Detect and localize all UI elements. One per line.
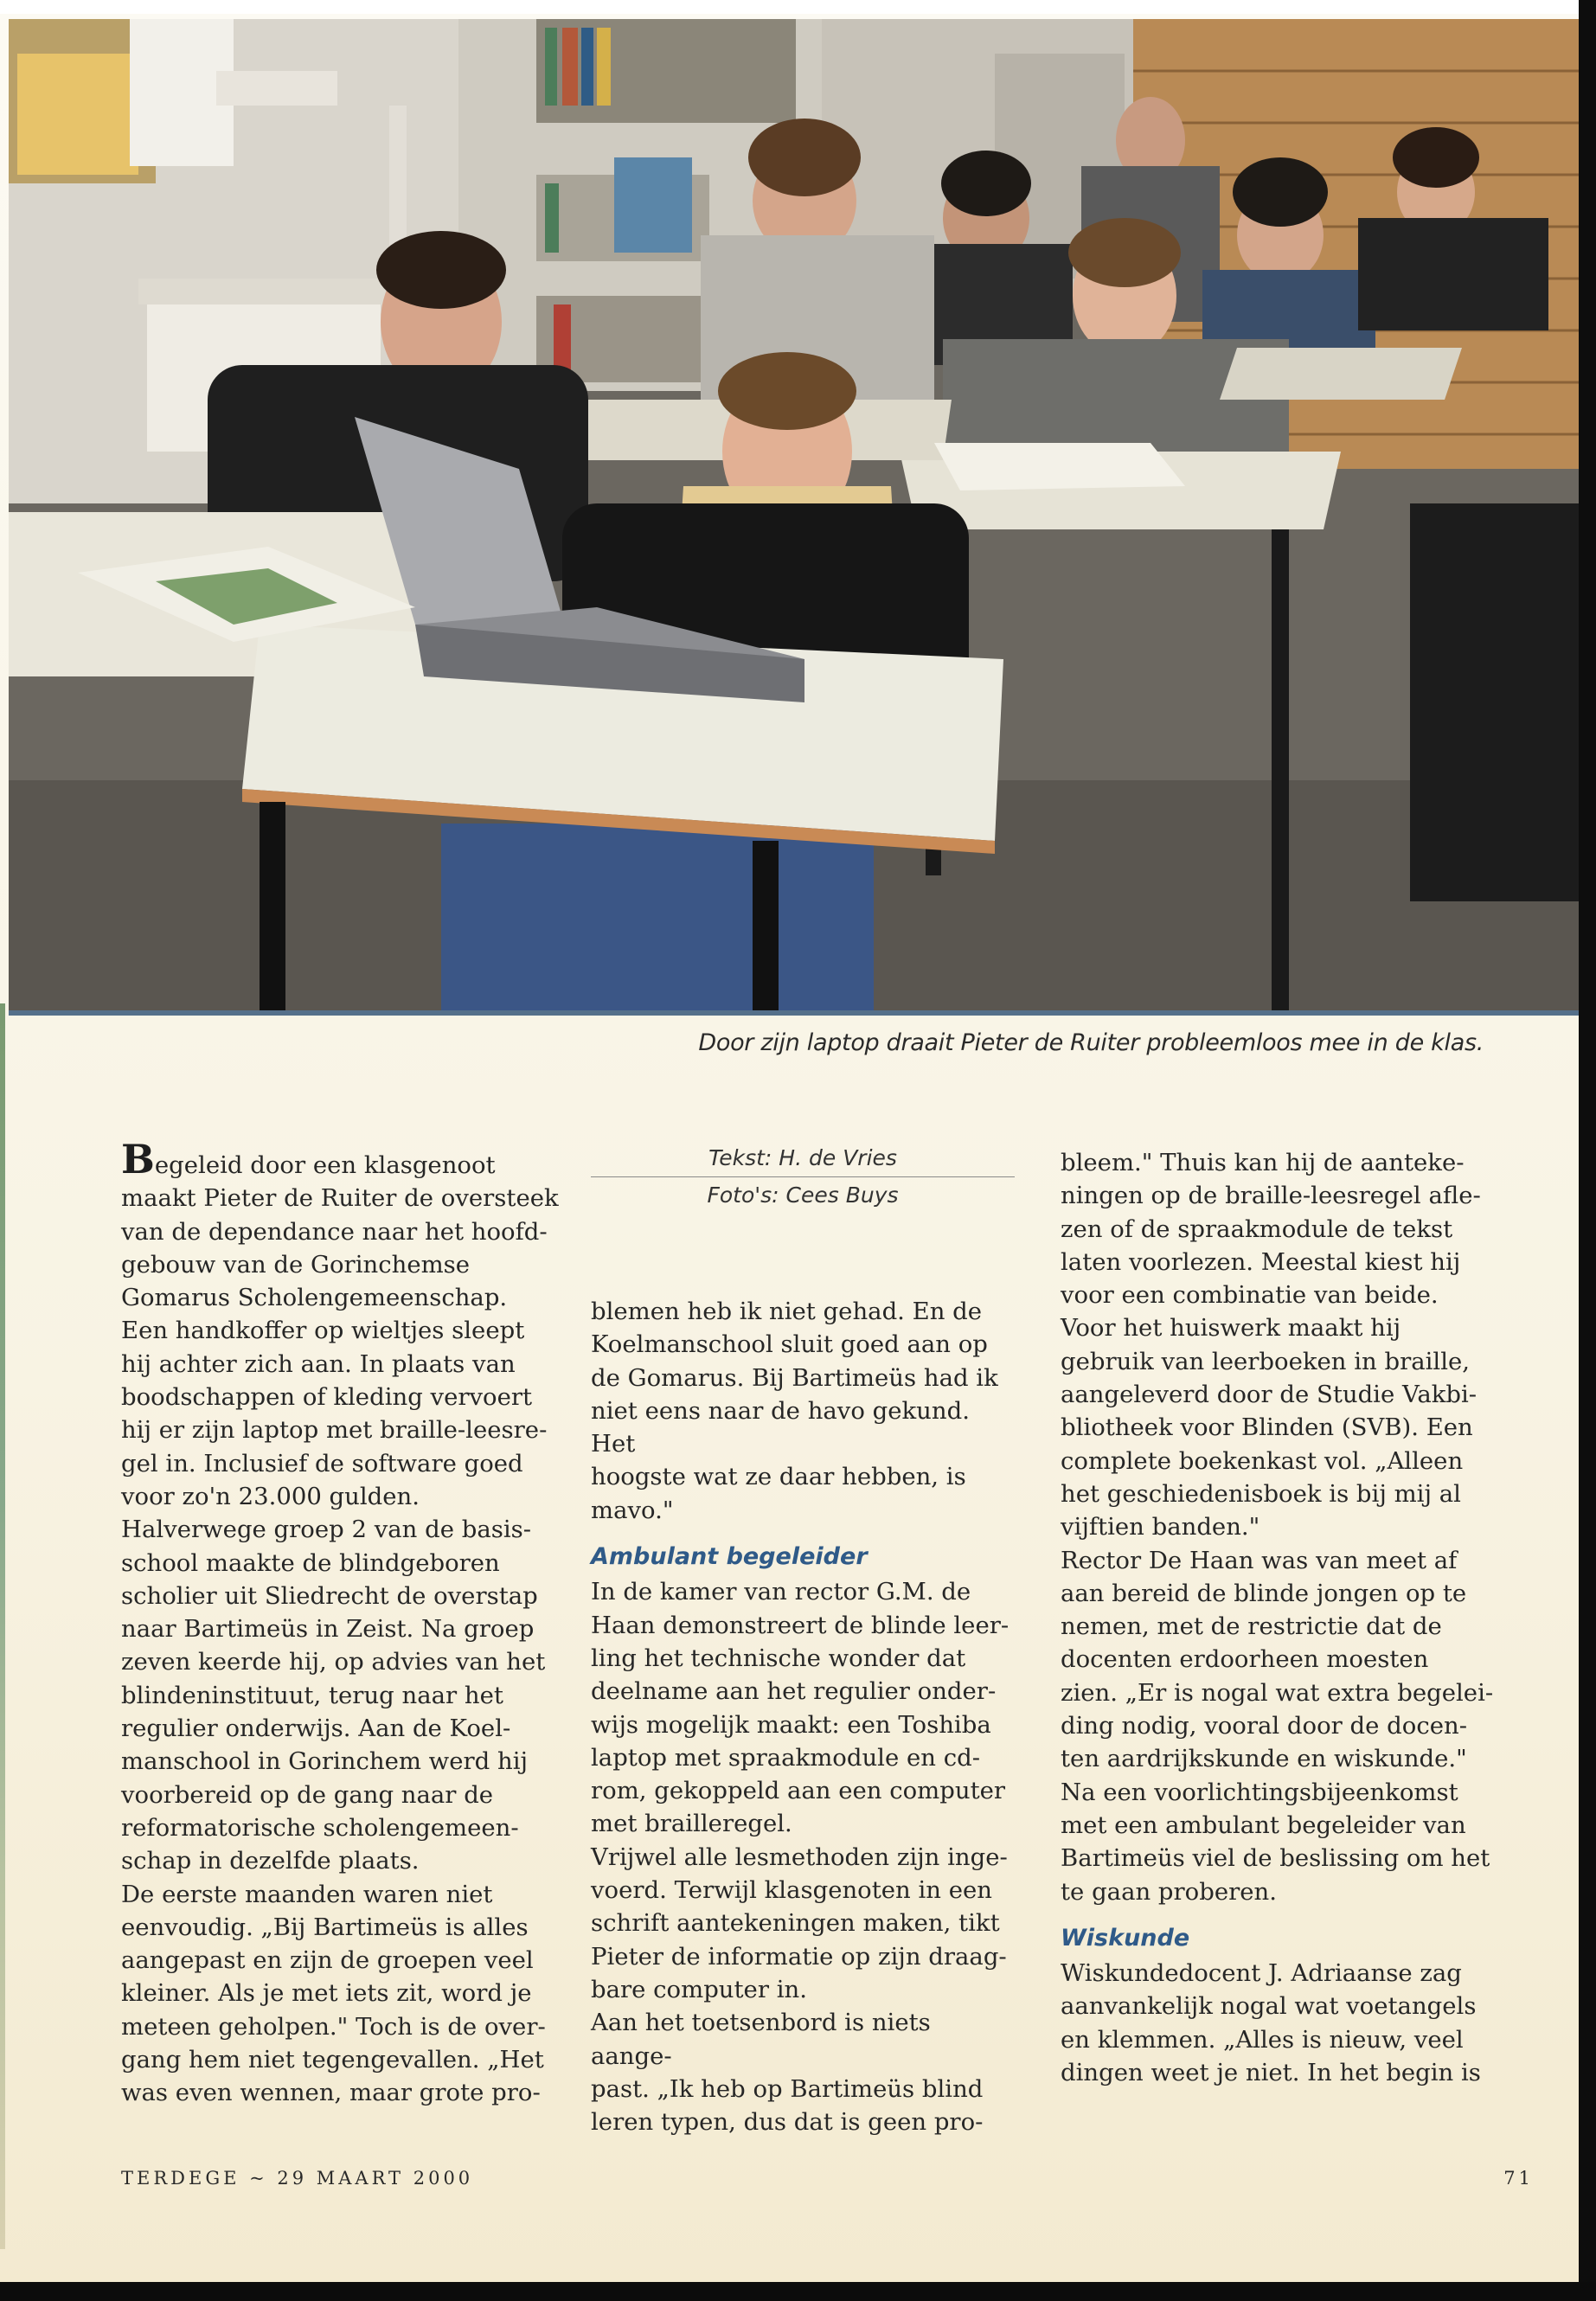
paragraph-line: regulier onderwijs. Aan de Koel- <box>121 1715 511 1743</box>
paragraph-line: bliotheek voor Blinden (SVB). Een <box>1061 1413 1473 1442</box>
paragraph-line: schap in dezelfde plaats. <box>121 1847 420 1875</box>
paragraph-line: Vrijwel alle lesmethoden zijn inge- <box>591 1843 1008 1871</box>
top-margin <box>0 0 1596 14</box>
paragraph-line: vijftien banden." <box>1061 1513 1260 1541</box>
paragraph-line: ling het technische wonder dat <box>591 1644 966 1672</box>
paragraph-line: In de kamer van rector G.M. de <box>591 1578 971 1606</box>
paragraph-line: ningen op de braille-leesregel afle- <box>1061 1182 1481 1210</box>
paragraph-line: boodschappen of kleding vervoert <box>121 1383 533 1412</box>
paragraph-line: meteen geholpen." Toch is de over- <box>121 2012 546 2041</box>
paragraph-line: laten voorlezen. Meestal kiest hij <box>1061 1247 1461 1276</box>
paragraph-line: gebruik van leerboeken in braille, <box>1061 1347 1471 1375</box>
paragraph-line: mavo." <box>591 1496 674 1524</box>
paragraph-line: reformatorische scholengemeen- <box>121 1813 519 1842</box>
paragraph-line: Haan demonstreert de blinde leer- <box>591 1611 1010 1639</box>
paragraph-line: eenvoudig. „Bij Bartimeüs is alles <box>121 1913 529 1941</box>
paragraph-line: maakt Pieter de Ruiter de oversteek <box>121 1184 559 1213</box>
paragraph-line: aangepast en zijn de groepen veel <box>121 1946 534 1975</box>
paragraph-line: gebouw van de Gorinchemse <box>121 1250 471 1279</box>
paragraph-line: complete boekenkast vol. „Alleen <box>1061 1446 1464 1475</box>
footer-publication: TERDEGE ~ 29 MAART 2000 <box>121 2168 474 2189</box>
paragraph-line: deelname aan het regulier onder- <box>591 1677 997 1706</box>
paragraph-line: blindeninstituut, terug naar het <box>121 1681 503 1709</box>
paragraph-line: niet eens naar de havo gekund. Het <box>591 1396 970 1458</box>
left-edge-scan-mark <box>0 1003 5 2249</box>
paragraph-line: voorbereid op de gang naar de <box>121 1780 494 1809</box>
photo-credit: Foto's: Cees Buys <box>707 1183 899 1208</box>
paragraph-line: Begeleid door een klasgenoot <box>121 1136 496 1183</box>
photo-caption: Door zijn laptop draait Pieter de Ruiter probleemloos mee in de klas. <box>698 1029 1484 1056</box>
paragraph-line: schrift aantekeningen maken, tikt <box>591 1909 1000 1938</box>
paragraph-line: Gomarus Scholengemeenschap. <box>121 1284 508 1312</box>
credits-divider <box>591 1176 1015 1177</box>
paragraph-line: zien. „Er is nogal wat extra begelei- <box>1061 1678 1494 1707</box>
paragraph-line: voor zo'n 23.000 gulden. <box>121 1482 420 1510</box>
paragraph-line: Rector De Haan was van meet af <box>1061 1546 1458 1574</box>
paragraph-line: met een ambulant begeleider van <box>1061 1811 1466 1839</box>
paragraph-line: ding nodig, vooral door de docen- <box>1061 1712 1467 1740</box>
paragraph-line: naar Bartimeüs in Zeist. Na groep <box>121 1615 535 1644</box>
article-credits <box>591 1142 1015 1212</box>
paragraph-line: van de dependance naar het hoofd- <box>121 1217 548 1246</box>
paragraph-line: dingen weet je niet. In het begin is <box>1061 2059 1481 2087</box>
paragraph-line: blemen heb ik niet gehad. En de <box>591 1298 983 1325</box>
page-number: 71 <box>1503 2168 1534 2189</box>
paragraph-line: ten aardrijkskunde en wiskunde." <box>1061 1745 1467 1773</box>
paragraph-line: met brailleregel. <box>591 1810 792 1838</box>
paragraph-line: voerd. Terwijl klasgenoten in een <box>591 1876 993 1905</box>
article-column-3 <box>1061 1146 1502 2089</box>
paragraph-line: De eerste maanden waren niet <box>121 1880 493 1908</box>
paragraph-line: past. „Ik heb op Bartimeüs blind <box>591 2074 984 2103</box>
paragraph-line: wijs mogelijk maakt: een Toshiba <box>591 1710 991 1739</box>
paragraph-line: de Gomarus. Bij Bartimeüs had ik <box>591 1363 998 1392</box>
paragraph-line: was even wennen, maar grote pro- <box>121 2079 541 2107</box>
paragraph-line: Bartimeüs viel de beslissing om het <box>1061 1844 1490 1873</box>
paragraph-line: gang hem niet tegengevallen. „Het <box>121 2046 544 2074</box>
paragraph-line: voor een combinatie van beide. <box>1061 1281 1439 1310</box>
paragraph-line: bare computer in. <box>591 1975 807 2003</box>
paragraph-line: Halverwege groep 2 van de basis- <box>121 1516 532 1544</box>
subheading-ambulant: Ambulant begeleider <box>591 1543 868 1571</box>
paragraph-line: Koelmanschool sluit goed aan op <box>591 1330 988 1359</box>
right-scan-edge <box>1579 0 1596 2301</box>
paragraph-line: hoogste wat ze daar hebben, is <box>591 1463 966 1491</box>
classroom-photo <box>9 19 1586 1016</box>
paragraph-line: manschool in Gorinchem werd hij <box>121 1747 529 1776</box>
paragraph-line: en klemmen. „Alles is nieuw, veel <box>1061 2025 1464 2054</box>
paragraph-line: docenten erdoorheen moesten <box>1061 1645 1429 1674</box>
paragraph-line: bleem." Thuis kan hij de aanteke- <box>1061 1149 1465 1176</box>
paragraph-line: leren typen, dus dat is geen pro- <box>591 2108 984 2137</box>
article-column-1 <box>121 1136 571 2110</box>
paragraph-line: school maakte de blindgeboren <box>121 1548 500 1577</box>
paragraph-line: laptop met spraakmodule en cd- <box>591 1743 980 1772</box>
paragraph-line: scholier uit Sliedrecht de overstap <box>121 1581 538 1610</box>
paragraph-line: Na een voorlichtingsbijeenkomst <box>1061 1778 1458 1806</box>
paragraph-line: Pieter de informatie op zijn draag- <box>591 1942 1007 1971</box>
paragraph-line: Aan het toetsenbord is niets aange- <box>591 2009 931 2070</box>
paragraph-line: Voor het huiswerk maakt hij <box>1061 1314 1401 1343</box>
paragraph-line: Een handkoffer op wieltjes sleept <box>121 1317 525 1345</box>
paragraph-line: aangeleverd door de Studie Vakbi- <box>1061 1381 1477 1409</box>
drop-cap: B <box>121 1136 155 1183</box>
subheading-wiskunde: Wiskunde <box>1061 1924 1190 1952</box>
paragraph-line: aan bereid de blinde jongen op te <box>1061 1579 1467 1607</box>
paragraph-line: zeven keerde hij, op advies van het <box>121 1648 546 1676</box>
bottom-scan-edge <box>0 2282 1596 2301</box>
paragraph-line: aanvankelijk nogal wat voetangels <box>1061 1992 1477 2021</box>
paragraph-line: kleiner. Als je met iets zit, word je <box>121 1979 532 2008</box>
paragraph-line: hij achter zich aan. In plaats van <box>121 1349 516 1378</box>
paragraph-line: zen of de spraakmodule de tekst <box>1061 1215 1453 1243</box>
text-credit: Tekst: H. de Vries <box>708 1145 897 1170</box>
paragraph-line: gel in. Inclusief de software goed <box>121 1449 523 1477</box>
paragraph-line: Wiskundedocent J. Adriaanse zag <box>1061 1959 1462 1988</box>
paragraph-line: te gaan proberen. <box>1061 1877 1277 1906</box>
paragraph-line: hij er zijn laptop met braille-leesre- <box>121 1416 548 1445</box>
classroom-photo-illustration <box>9 19 1586 1010</box>
paragraph-line: het geschiedenisboek is bij mij al <box>1061 1479 1461 1508</box>
article-column-2 <box>591 1142 1015 2138</box>
paragraph-line: nemen, met de restrictie dat de <box>1061 1612 1442 1641</box>
paragraph-line: rom, gekoppeld aan een computer <box>591 1777 1006 1805</box>
